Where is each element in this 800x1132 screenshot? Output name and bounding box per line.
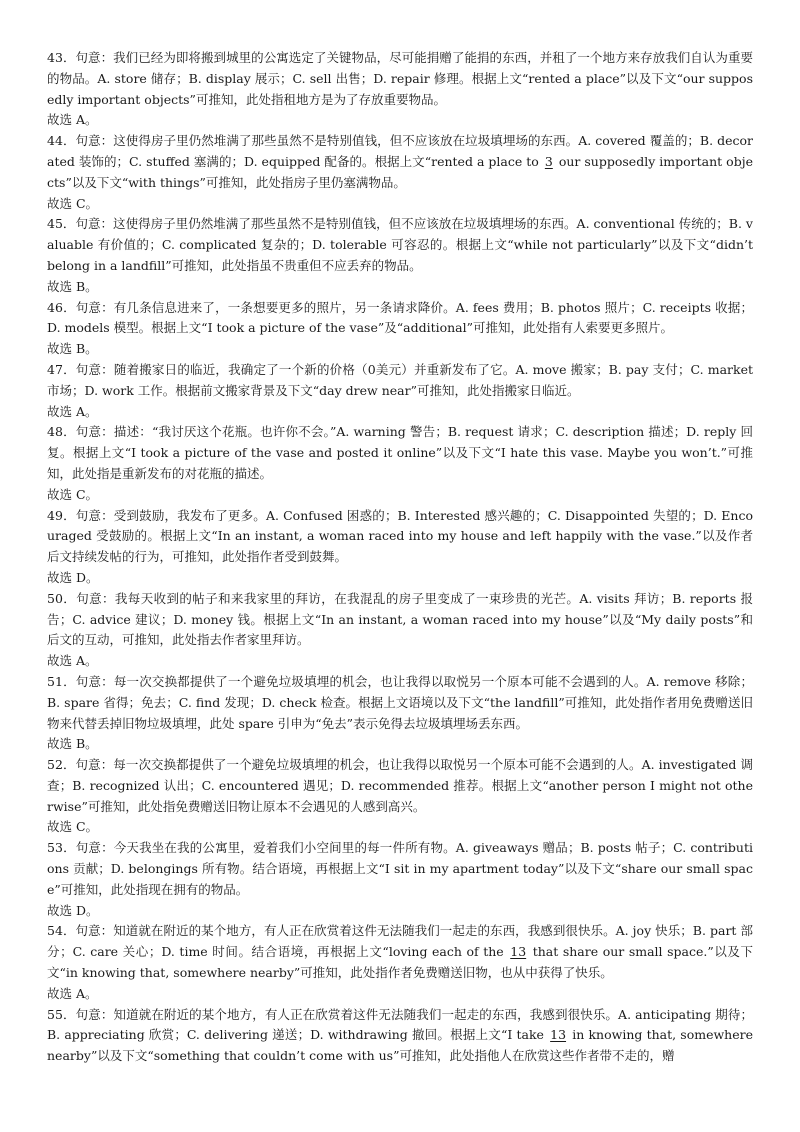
item-43-explanation: 43．句意：我们已经为即将搬到城里的公寓选定了关键物品，尽可能捐赠了能捐的东西，并租了一个地方来存放我们自认为重要的物品。A. store 储存；B. display 展示；C. sell 出售；D. repair 修理。根据上文“rented a place”以及下文“our supposedly important objects”可推知，此处指租地方是为了存放重要物品。 bbox=[47, 50, 753, 107]
item-55-blank: 13 bbox=[550, 1027, 567, 1043]
item-55-text-b: in knowing that, somewhere nearby”以及下文“something that couldn’t come with us”可推知，此处指他人在欣赏这些作者带不走的，赠 bbox=[47, 1027, 753, 1064]
item-51-answer: 故选 B。 bbox=[47, 736, 98, 752]
item-49-answer: 故选 D。 bbox=[47, 569, 99, 585]
item-53-explanation: 53．句意：今天我坐在我的公寓里，爱着我们小空间里的每一件所有物。A. giveaways 赠品；B. posts 帖子；C. contributions 贡献；D. belongings 所有物。结合语境，再根据上文“I sit in my apartment today”以及下文“share our small space”可推知，此处指现在拥有的物品。 bbox=[47, 840, 753, 897]
item-54-blank: 13 bbox=[510, 944, 527, 960]
item-53-answer: 故选 D。 bbox=[47, 902, 99, 918]
item-48-explanation: 48．句意：描述：“我讨厌这个花瓶。也许你不会。”A. warning 警告；B. request 请求；C. description 描述；D. reply 回复。根据上文“I took a picture of the vase and posted it online”以及下文“I hate this vase. Maybe you won’t.”可推知，此处指是重新发布的对花瓶的描述。 bbox=[47, 424, 753, 481]
item-43-answer: 故选 A。 bbox=[47, 112, 98, 128]
item-50-explanation: 50．句意：我每天收到的帖子和来我家里的拜访，在我混乱的房子里变成了一束珍贵的光芒。A. visits 拜访；B. reports 报告；C. advice 建议；D. money 钱。根据上文“In an instant, a woman raced into my house”以及“My daily posts”和后文的互动，可推知，此处指去作者家里拜访。 bbox=[47, 590, 753, 648]
item-54-answer: 故选 A。 bbox=[47, 985, 98, 1001]
item-54-text-b: that share our small space.”以及下文“in knowing that, somewhere nearby”可推知，此处指作者免费赠送旧物，也从中获得了快乐。 bbox=[47, 944, 753, 981]
item-54-text-a: 54．句意：知道就在附近的某个地方，有人正在欣赏着这件无法随我们一起走的东西，我感到很快乐。A. joy 快乐；B. part 部分；C. care 关心；D. time 时间。结合语境，再根据上文“loving each of the bbox=[47, 923, 753, 960]
item-45-explanation: 45．句意：这使得房子里仍然堆满了那些虽然不是特别值钱，但不应该放在垃圾填埋场的东西。A. conventional 传统的；B. valuable 有价值的；C. complicated 复杂的；D. tolerable 可容忍的。根据上文“while not particularly”以及下文“didn’t belong in a landfill”可推知，此处指虽不贵重但不应丢弃的物品。 bbox=[47, 216, 753, 273]
item-44-text-a: 44．句意：这使得房子里仍然堆满了那些虽然不是特别值钱，但不应该放在垃圾填埋场的东西。A. covered 覆盖的；B. decorated 装饰的；C. stuffed 塞满的；D. equipped 配备的。根据上文“rented a place to bbox=[47, 133, 753, 169]
item-44-text-b: our supposedly important objects”以及下文“with things”可推知，此处指房子里仍塞满物品。 bbox=[47, 153, 753, 190]
item-51-explanation: 51．句意：每一次交换都提供了一个避免垃圾填埋的机会，也让我得以取悦另一个原本可能不会遇到的人。A. remove 移除；B. spare 省得；免去；C. find 发现；D. check 检查。根据上文语境以及下文“the landfill”可推知，此处指作者用免费赠送旧物来代替丢掉旧物垃圾填埋，此处 spare 引申为“免去”表示免得去垃圾填埋场丢东西。 bbox=[47, 673, 753, 731]
item-50-answer: 故选 A。 bbox=[47, 653, 98, 669]
item-44-blank: 3 bbox=[544, 153, 553, 169]
item-45-answer: 故选 B。 bbox=[47, 278, 98, 294]
item-52-explanation: 52．句意：每一次交换都提供了一个避免垃圾填埋的机会，也让我得以取悦另一个原本可能不会遇到的人。A. investigated 调查；B. recognized 认出；C. encountered 遇见；D. recommended 推荐。根据上文“another person I might not otherwise”可推知，此处指免费赠送旧物让原本不会遇见的人感到高兴。 bbox=[47, 757, 753, 814]
item-55-text-a: 55．句意：知道就在附近的某个地方，有人正在欣赏着这件无法随我们一起走的东西，我感到很快乐。A. anticipating 期待；B. appreciating 欣赏；C. delivering 递送；D. withdrawing 撤回。根据上文“I take bbox=[47, 1006, 753, 1043]
item-46-answer: 故选 B。 bbox=[47, 341, 98, 357]
answer-key-body bbox=[47, 48, 753, 1067]
item-46-explanation: 46．句意：有几条信息进来了，一条想要更多的照片，另一条请求降价。A. fees 费用；B. photos 照片；C. receipts 收据；D. models 模型。根据上文“I took a picture of the vase”及“additional”可推知，此处指有人索要更多照片。 bbox=[47, 299, 753, 336]
item-49-explanation: 49．句意：受到鼓励，我发布了更多。A. Confused 困惑的；B. Interested 感兴趣的；C. Disappointed 失望的；D. Encouraged 受鼓励的。根据上文“In an instant, a woman raced into my house and left happily with the vase.”以及作者后文持续发帖的行为，可推知，此处指作者受到鼓舞。 bbox=[47, 507, 753, 565]
item-48-answer: 故选 C。 bbox=[47, 486, 99, 502]
item-54-explanation bbox=[47, 921, 753, 983]
item-55-explanation bbox=[47, 1005, 753, 1067]
item-47-answer: 故选 A。 bbox=[47, 403, 98, 419]
item-47-explanation: 47．句意：随着搬家日的临近，我确定了一个新的价格（0美元）并重新发布了它。A. move 搬家；B. pay 支付；C. market 市场；D. work 工作。根据前文搬家背景及下文“day drew near”可推知，此处指搬家日临近。 bbox=[47, 361, 753, 398]
item-44-explanation bbox=[47, 131, 753, 193]
item-44-answer: 故选 C。 bbox=[47, 195, 99, 211]
item-52-answer: 故选 C。 bbox=[47, 819, 99, 835]
